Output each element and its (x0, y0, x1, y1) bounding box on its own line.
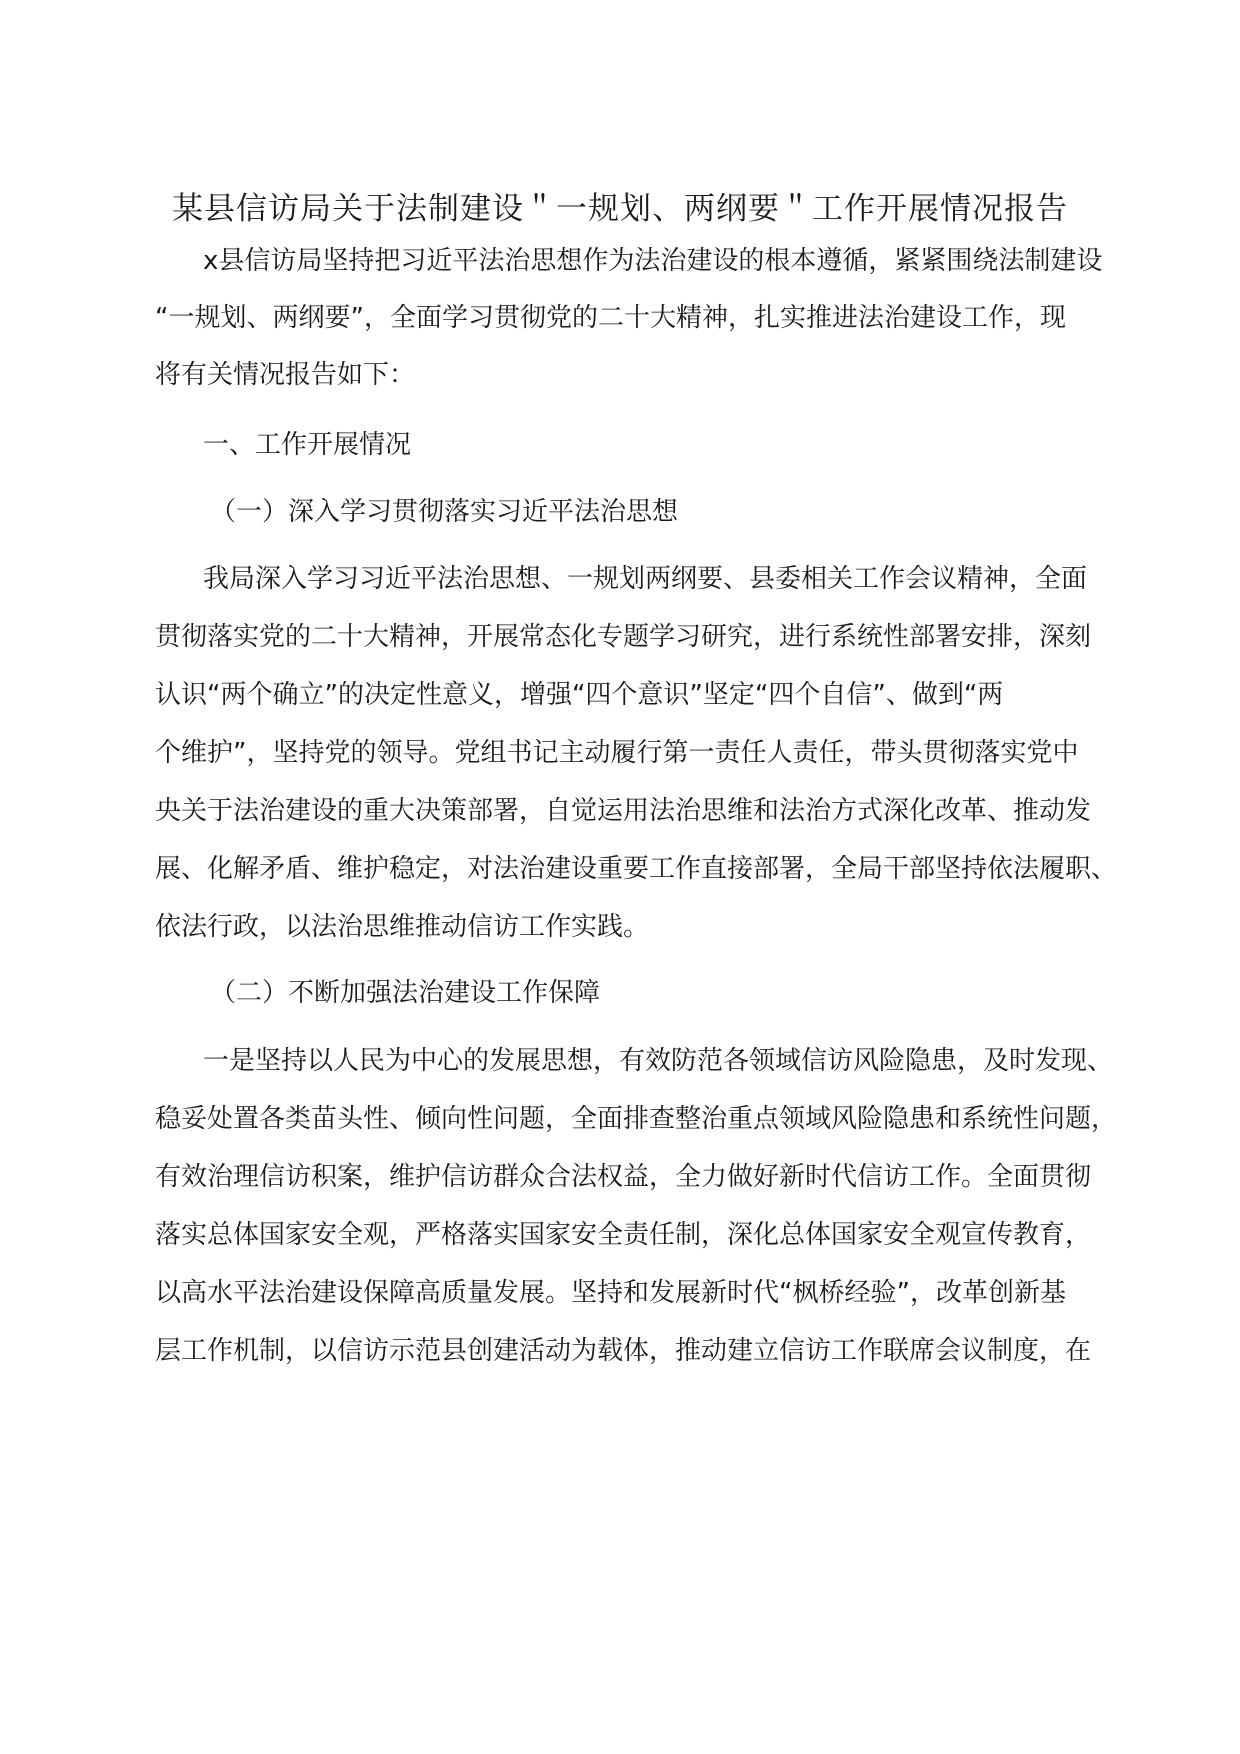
paragraph-line: 稳妥处置各类苗头性、倾向性问题，全面排查整治重点领域风险隐患和系统性问题， (155, 1104, 1118, 1134)
paragraph-line: 认识“两个确立”的决定性意义，增强“四个意识”坚定“四个自信”、做到“两 (155, 680, 1004, 710)
subsection-heading: （二）不断加强法治建设工作保障 (210, 978, 601, 1008)
paragraph-line: 层工作机制，以信访示范县创建活动为载体，推动建立信访工作联席会议制度，在 (155, 1336, 1092, 1366)
paragraph-line: 落实总体国家安全观，严格落实国家安全责任制，深化总体国家安全观宣传教育， (155, 1220, 1092, 1250)
paragraph-line: 个维护”，坚持党的领导。党组书记主动履行第一责任人责任，带头贯彻落实党中 (155, 738, 1079, 768)
paragraph-line: 央关于法治建设的重大决策部署，自觉运用法治思维和法治方式深化改革、推动发 (155, 796, 1092, 826)
paragraph-line: 依法行政，以法治思维推动信访工作实践。 (155, 912, 650, 942)
intro-line: x县信访局坚持把习近平法治思想作为法治建设的根本遵循，紧紧围绕法制建设 (203, 246, 1103, 276)
intro-line: 将有关情况报告如下： (155, 360, 416, 390)
paragraph-line: 展、化解矛盾、维护稳定，对法治建设重要工作直接部署，全局干部坚持依法履职、 (155, 854, 1118, 884)
subsection-heading: （一）深入学习贯彻落实习近平法治思想 (210, 497, 679, 527)
paragraph-line: 有效治理信访积案，维护信访群众合法权益，全力做好新时代信访工作。全面贯彻 (155, 1162, 1092, 1192)
paragraph-line: 贯彻落实党的二十大精神，开展常态化专题学习研究，进行系统性部署安排，深刻 (155, 622, 1092, 652)
paragraph-line: 我局深入学习习近平法治思想、一规划两纲要、县委相关工作会议精神，全面 (203, 564, 1088, 594)
paragraph-line: 以高水平法治建设保障高质量发展。坚持和发展新时代“枫桥经验”，改革创新基 (155, 1278, 1066, 1308)
document-title: 某县信访局关于法制建设＂一规划、两纲要＂工作开展情况报告 (172, 191, 1068, 227)
intro-line: “一规划、两纲要”，全面学习贯彻党的二十大精神，扎实推进法治建设工作，现 (155, 303, 1066, 333)
section-heading: 一、工作开展情况 (203, 430, 412, 460)
paragraph-line: 一是坚持以人民为中心的发展思想，有效防范各领域信访风险隐患，及时发现、 (203, 1046, 1114, 1076)
